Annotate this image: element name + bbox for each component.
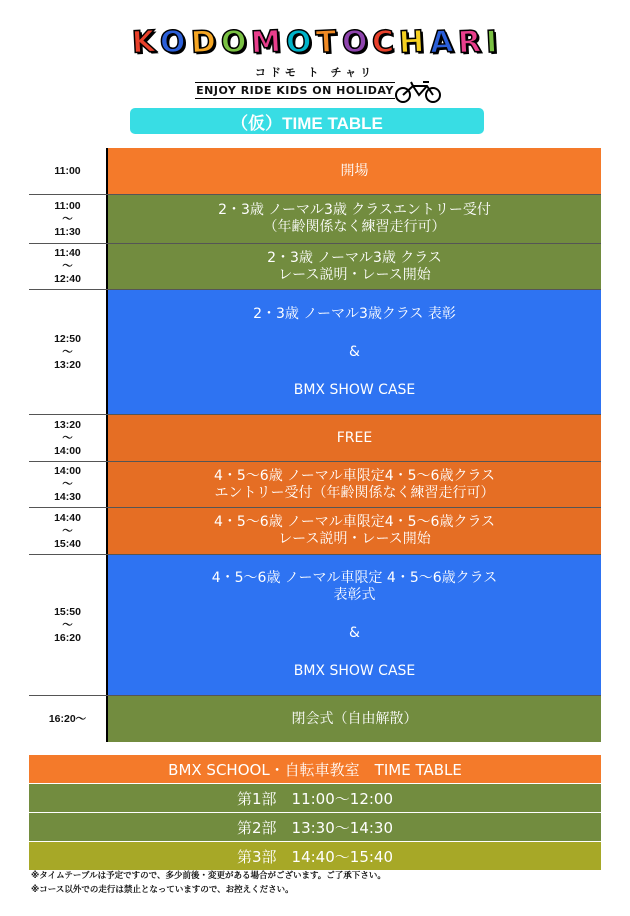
time-line: 14:00 [54,444,81,457]
schedule-event [108,696,601,742]
event-line: （年齢関係なく練習走行可） [263,219,446,235]
time-line: ～ [62,260,73,272]
time-line: ～ [62,212,73,225]
school-header: BMX SCHOOL・自転車教室 TIME TABLE [29,755,601,783]
schedule-time [29,508,108,554]
event-line: BMX SHOW CASE [293,663,416,679]
schedule-row [29,461,601,507]
schedule-row [29,554,601,695]
schedule-time [29,462,108,507]
logo-kana: コドモ ト チャリ [254,66,376,79]
schedule-event [108,290,601,414]
logo-letter: H [398,23,427,61]
logo-subtitle: ENJOY RIDE KIDS ON HOLIDAY [196,84,394,97]
logo-letter: D [189,23,218,61]
schedule-row [29,289,601,414]
logo-letter: A [428,23,455,61]
schedule-row [29,695,601,742]
schedule-time [29,195,108,243]
schedule-event [108,508,601,554]
logo-letter: R [456,23,483,61]
event-line: 2・3歳 ノーマル3歳 クラスエントリー受付 [218,202,491,218]
time-line: 15:40 [54,537,81,550]
bmx-school-timetable [29,755,601,870]
school-session: 第2部 13:30～14:30 [29,812,601,841]
event-line: 4・5～6歳 ノーマル車限定4・5～6歳クラス [213,514,496,530]
time-line: 13:20 [54,418,81,431]
time-line: ～ [62,618,73,631]
event-line: FREE [336,429,373,446]
schedule-event [108,148,601,194]
logo-letter: O [341,23,370,61]
time-line: 11:30 [54,225,81,238]
schedule-row [29,148,601,194]
notes [31,869,591,897]
logo-letter: K [131,23,158,61]
schedule-time [29,555,108,695]
timetable [29,148,601,742]
school-session: 第1部 11:00～12:00 [29,783,601,812]
event-line: 表彰式 [333,587,376,603]
schedule-time [29,148,108,194]
time-line: ～ [62,345,73,358]
bicycle-icon [393,78,443,104]
logo-letter: I [485,24,500,60]
time-line: 13:20 [54,358,81,371]
time-line: ～ [62,524,73,537]
logo-letter: O [159,23,188,61]
schedule-event [108,555,601,695]
logo-letter: T [315,23,339,61]
schedule-time [29,696,108,742]
logo-letter: M [250,23,283,61]
schedule-event [108,195,601,243]
schedule-time [29,290,108,414]
time-line: ～ [62,478,73,490]
time-line: 11:40 [54,247,81,259]
schedule-row [29,194,601,243]
time-line: ～ [62,431,73,444]
schedule-time [29,415,108,461]
schedule-row [29,243,601,289]
event-line: 2・3歳 ノーマル3歳クラス 表彰 [253,305,456,322]
schedule-event [108,415,601,461]
event-line: 4・5～6歳 ノーマル車限定 4・5～6歳クラス [211,570,498,586]
time-line: 11:00 [54,199,81,212]
schedule-time [29,244,108,289]
note-line: ※タイムテーブルは予定ですので、多少前後・変更がある場合がございます。ご了承下さい。 [31,871,386,881]
event-line: & [349,625,360,641]
schedule-event [108,244,601,289]
time-line: 14:40 [54,511,81,524]
time-line: 15:50 [54,605,81,618]
event-line: 閉会式（自由解散） [291,710,418,727]
time-line: 16:20～ [48,712,87,725]
time-line: 12:40 [54,273,81,285]
event-line: BMX SHOW CASE [293,381,416,398]
event-line: 2・3歳 ノーマル3歳 クラス [267,249,442,266]
schedule-event [108,462,601,507]
event-line: レース説明・レース開始 [278,531,431,547]
logo-letter: O [219,23,248,61]
logo-title [131,22,500,62]
note-line: ※コース以外での走行は禁止となっていますので、お控えください。 [31,885,294,895]
logo-letter: C [371,23,397,61]
event-line: エントリー受付（年齢関係なく練習走行可） [214,484,495,501]
time-line: 14:00 [54,465,81,477]
school-session: 第3部 14:40～15:40 [29,841,601,870]
schedule-row [29,507,601,554]
event-line: レース説明・レース開始 [278,266,431,283]
logo-letter: O [285,23,314,61]
kodomotochari-logo [131,22,500,102]
schedule-row [29,414,601,461]
page-title: （仮）TIME TABLE [130,108,484,134]
event-line: & [349,343,360,360]
event-line: 開場 [340,162,369,179]
time-line: 14:30 [54,491,81,503]
time-line: 16:20 [54,631,81,644]
time-line: 11:00 [54,164,81,177]
event-line: 4・5～6歳 ノーマル車限定4・5～6歳クラス [213,467,496,484]
time-line: 12:50 [54,332,81,345]
